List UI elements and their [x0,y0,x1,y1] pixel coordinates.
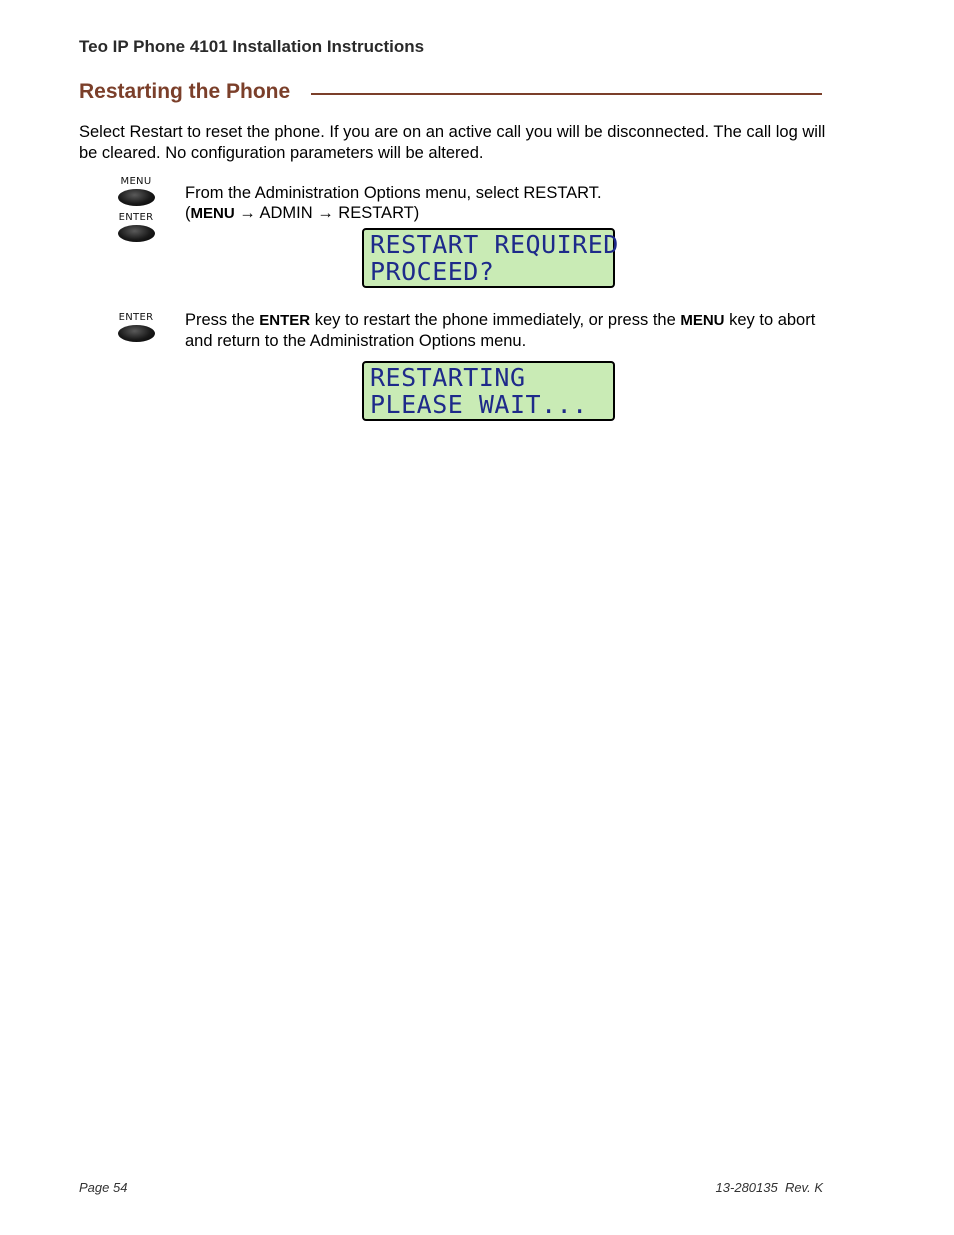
footer-doc-number: 13-280135 Rev. K [715,1180,823,1195]
document-header-title: Teo IP Phone 4101 Installation Instructions [79,37,425,56]
enter-key-button-icon [118,225,155,242]
step1-path-admin: ADMIN [259,204,313,222]
step1-path-open: ( [185,204,191,222]
step1-instruction [185,183,835,224]
menu-key [106,176,166,206]
menu-key-button-icon [118,189,155,206]
enter-key [106,212,166,242]
intro-paragraph: Select Restart to reset the phone. If you are on an active call you will be disconnected. The call log will be cleared. No configuration parameters will be altered. [79,123,826,162]
lcd-line-2: PROCEED? [370,257,495,286]
enter-key-label: ENTER [118,212,154,223]
footer-page-number: Page 54 [79,1180,128,1195]
section-title: Restarting the Phone [79,80,291,103]
menu-key-label: MENU [120,176,152,187]
step2-menu-bold: MENU [680,312,725,329]
step2-instruction [185,310,835,351]
enter-key-label: ENTER [118,312,154,323]
enter-key-step2 [106,312,166,342]
lcd-display-restarting [362,361,615,421]
step1-path-menu: MENU [190,205,235,222]
lcd-display-restart-required [362,228,619,288]
step1-path-restart: RESTART) [338,204,420,222]
lcd-line-2: PLEASE WAIT... [370,390,588,419]
step2-text-c: key to abort and return to the Administration Options menu. [185,311,816,350]
lcd-line-1: RESTARTING [370,363,526,392]
step1-path-arrow-1: → [234,204,260,222]
step2-text-b: key to restart the phone immediately, or press the [310,311,681,329]
step2-enter-bold: ENTER [259,312,311,329]
enter-key-button-icon [118,325,155,342]
step2-text-a: Press the [185,311,260,329]
step1-path-arrow-2: → [312,204,339,222]
lcd-line-1: RESTART REQUIRED [370,230,619,259]
section-divider [311,93,822,95]
step1-line1: From the Administration Options menu, select RESTART. [185,184,602,202]
